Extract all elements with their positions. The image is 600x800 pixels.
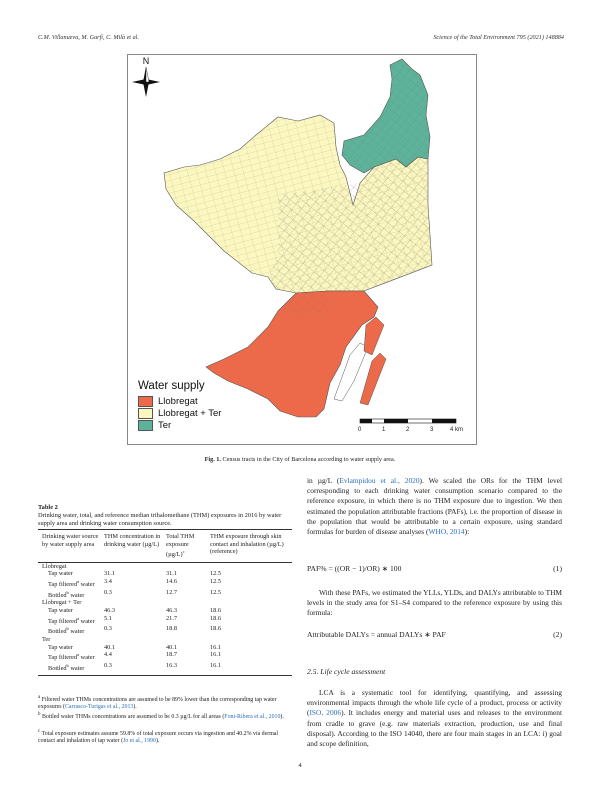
body-paragraph-1: in µg/L (Evlampidou et al., 2020). We scaled the ORs for the THM level corresponding to each drinking water consumption scenario compared to the reference exposure, in which there is no THM exposure due to ingestion. We then estimated the population attributable fractions (PAFs), i.e. the proportion of disease in the population that would be attributable to a certain exposure, using standard formulas for burden of disease analyses (WHO, 2014): xyxy=(307,476,562,537)
table-cell: 12.5 xyxy=(210,588,222,596)
table-cell-label: Bottled$^b$ water xyxy=(48,626,85,636)
table-cell: 4.4 xyxy=(104,651,112,659)
scale-label: 3 xyxy=(430,427,434,433)
legend-title: Water supply xyxy=(138,380,205,392)
table-label: Table 2 xyxy=(38,504,58,511)
table-group-row xyxy=(38,562,292,570)
table-cell: 21.7 xyxy=(166,614,178,622)
table-cell: 18.6 xyxy=(210,625,222,633)
table-group-row xyxy=(38,636,292,644)
table-cell: 18.6 xyxy=(210,607,222,615)
scale-label: 4 km xyxy=(450,427,464,433)
equation-2: Attributable DALYs = annual DALYs ∗ PAF (2) xyxy=(307,630,562,639)
table-cell: 16.3 xyxy=(162,662,206,675)
table-cell: 31.1 xyxy=(104,570,116,578)
equation-number: (1) xyxy=(553,564,562,573)
table-cell: 12.7 xyxy=(166,588,178,596)
legend-label: Llobregat xyxy=(158,395,198,407)
table-cell-label: Tap water xyxy=(48,570,73,578)
table-row xyxy=(38,625,292,636)
table-footnote: $^b$ Bottled water THMs concentrations are assumed to be 0.3 µg/L for all areas (Font-Ribera et al., 2010). xyxy=(38,712,284,720)
section-heading: 2.5. Life cycle assessment xyxy=(307,667,386,676)
map-figure xyxy=(127,54,477,445)
table-header: THM exposure through skin contact and inhalation (µg/L) (reference) xyxy=(206,530,292,563)
table-row xyxy=(38,570,292,578)
table-cell: 46.3 xyxy=(166,607,178,615)
table-header: Total THM exposure $(\mu g/L)^c$ xyxy=(162,530,206,563)
table-cell xyxy=(206,562,292,570)
table-row xyxy=(38,589,292,600)
scale-label: 0 xyxy=(358,427,362,433)
scale-bar xyxy=(358,417,464,439)
citation-link[interactable]: ISO, 2006 xyxy=(309,708,342,718)
scale-label: 2 xyxy=(406,427,410,433)
table-cell-label: Tap water xyxy=(48,643,73,651)
table-caption-text: Drinking water, total, and reference median trihalomethane (THM) exposures in 2016 by water supply area and drinking water consumption source. xyxy=(38,512,282,527)
table-cell-label: Tap filtered$^a$ water xyxy=(48,615,95,625)
table-cell: 5.1 xyxy=(104,614,112,622)
citation-link[interactable]: WHO, 2014 xyxy=(428,527,465,537)
thm-table xyxy=(38,529,292,676)
equation-number: (2) xyxy=(553,630,562,639)
figure-caption xyxy=(0,456,600,463)
page-number: 4 xyxy=(298,762,302,769)
table-row xyxy=(38,644,292,652)
running-header-authors: C.M. Villanueva, M. Garfí, C. Milà et al. xyxy=(38,34,139,41)
table-cell-label: Llobregat + Ter xyxy=(42,599,82,607)
legend-label: Ter xyxy=(158,419,172,431)
table-cell xyxy=(162,562,206,570)
table-row xyxy=(38,607,292,615)
table-header: THM concentration in drinking water (µg/L) xyxy=(100,530,162,563)
legend-label: Llobregat + Ter xyxy=(158,407,222,419)
table-cell: 12.5 xyxy=(210,570,222,578)
legend-item-llobregat-ter xyxy=(138,407,221,419)
table-cell xyxy=(100,562,162,570)
table-cell-label: Tap filtered$^a$ water xyxy=(48,652,95,662)
table-cell: 0.3 xyxy=(100,662,162,675)
table-caption xyxy=(38,504,293,528)
table-row xyxy=(38,662,292,675)
table-cell: 16.1 xyxy=(206,662,292,675)
table-row xyxy=(38,651,292,662)
table-cell xyxy=(100,599,162,607)
north-arrow-icon xyxy=(128,55,164,99)
legend-swatch xyxy=(138,396,153,407)
table-cell: 16.1 xyxy=(210,643,222,651)
legend-item-llobregat xyxy=(138,395,221,407)
table-cell: 3.4 xyxy=(104,578,112,586)
table-cell: 46.3 xyxy=(104,607,116,615)
table-group-row xyxy=(38,599,292,607)
body-paragraph-2: With these PAFs, we estimated the YLLs, YLDs, and DALYs attributable to THM levels in the study area for S1–S4 compared to the reference exposure by using this formula: xyxy=(307,588,562,618)
legend-swatch xyxy=(138,408,153,419)
table-cell: 40.1 xyxy=(166,643,178,651)
table-cell-label: Tap water xyxy=(48,607,73,615)
scale-label: 1 xyxy=(382,427,386,433)
table-header-row xyxy=(38,530,292,563)
citation-link[interactable]: Font-Ribera et al., 2010 xyxy=(224,713,281,720)
table-cell: 18.8 xyxy=(166,625,178,633)
figure-caption-text: Census tracts in the City of Barcelona according to water supply area. xyxy=(222,456,396,463)
table-cell-label: Bottled$^b$ water xyxy=(48,589,85,599)
table-row xyxy=(38,578,292,589)
table-cell xyxy=(162,636,206,644)
table-cell: 14.6 xyxy=(166,578,178,586)
table-cell: 18.6 xyxy=(210,614,222,622)
table-footnote: $^a$ Filtered water THMs concentrations are assumed to be 89% lower than the corresponding tap water exposures (Carrasco-Turigas et al., 2013). xyxy=(38,695,277,711)
body-paragraph-3: LCA is a systematic tool for identifying, quantifying, and assessing environmental impacts through the whole life cycle of a product, process or activity (ISO, 2006). It includes energy and material uses and releases to the environment from cradle to grave (e.g. raw materials extraction, production, use and final disposal). According to the ISO 14040, there are four main stages in an LCA: i) goal and scope definition, xyxy=(307,688,562,749)
table-row xyxy=(38,615,292,626)
running-header-journal: Science of the Total Environment 795 (2021) 148884 xyxy=(433,34,564,41)
citation-link[interactable]: Jo et al., 1990 xyxy=(123,738,156,745)
table-cell: 12.5 xyxy=(210,578,222,586)
table-cell xyxy=(162,599,206,607)
figure-label: Fig. 1. xyxy=(204,456,221,463)
table-cell-label: Bottled$^b$ water xyxy=(38,662,100,675)
scale-bar-graphic xyxy=(358,417,460,427)
table-cell xyxy=(206,599,292,607)
table-cell: 31.1 xyxy=(166,570,178,578)
citation-link[interactable]: Evlampidou et al., 2020 xyxy=(339,476,420,485)
table-cell xyxy=(206,636,292,644)
equation-1: PAF% = ((OR − 1)/OR) ∗ 100 (1) xyxy=(307,564,562,573)
table-cell: 0.3 xyxy=(104,625,112,633)
table-cell: 0.3 xyxy=(104,588,112,596)
map-legend xyxy=(138,380,221,431)
table-cell-label: Tap filtered$^a$ water xyxy=(48,579,95,589)
legend-swatch xyxy=(138,420,153,431)
legend-item-ter xyxy=(138,419,221,431)
citation-link[interactable]: Carrasco-Turigas et al., 2013 xyxy=(65,704,134,711)
table-cell-label: Llobregat xyxy=(42,562,67,570)
table-cell: 40.1 xyxy=(104,643,116,651)
table-header: Drinking water source by water supply area xyxy=(38,530,100,563)
north-label: N xyxy=(142,56,150,66)
table-cell: 16.1 xyxy=(210,651,222,659)
table-cell xyxy=(100,636,162,644)
table-footnote: $^c$ Total exposure estimates assume 59.8% of total exposure occurs via ingestion and 40.2% via dermal contact and inhalation of tap water (Jo et al., 1990). xyxy=(38,729,279,745)
table-cell: 18.7 xyxy=(166,651,178,659)
table-cell-label: Ter xyxy=(42,636,51,643)
